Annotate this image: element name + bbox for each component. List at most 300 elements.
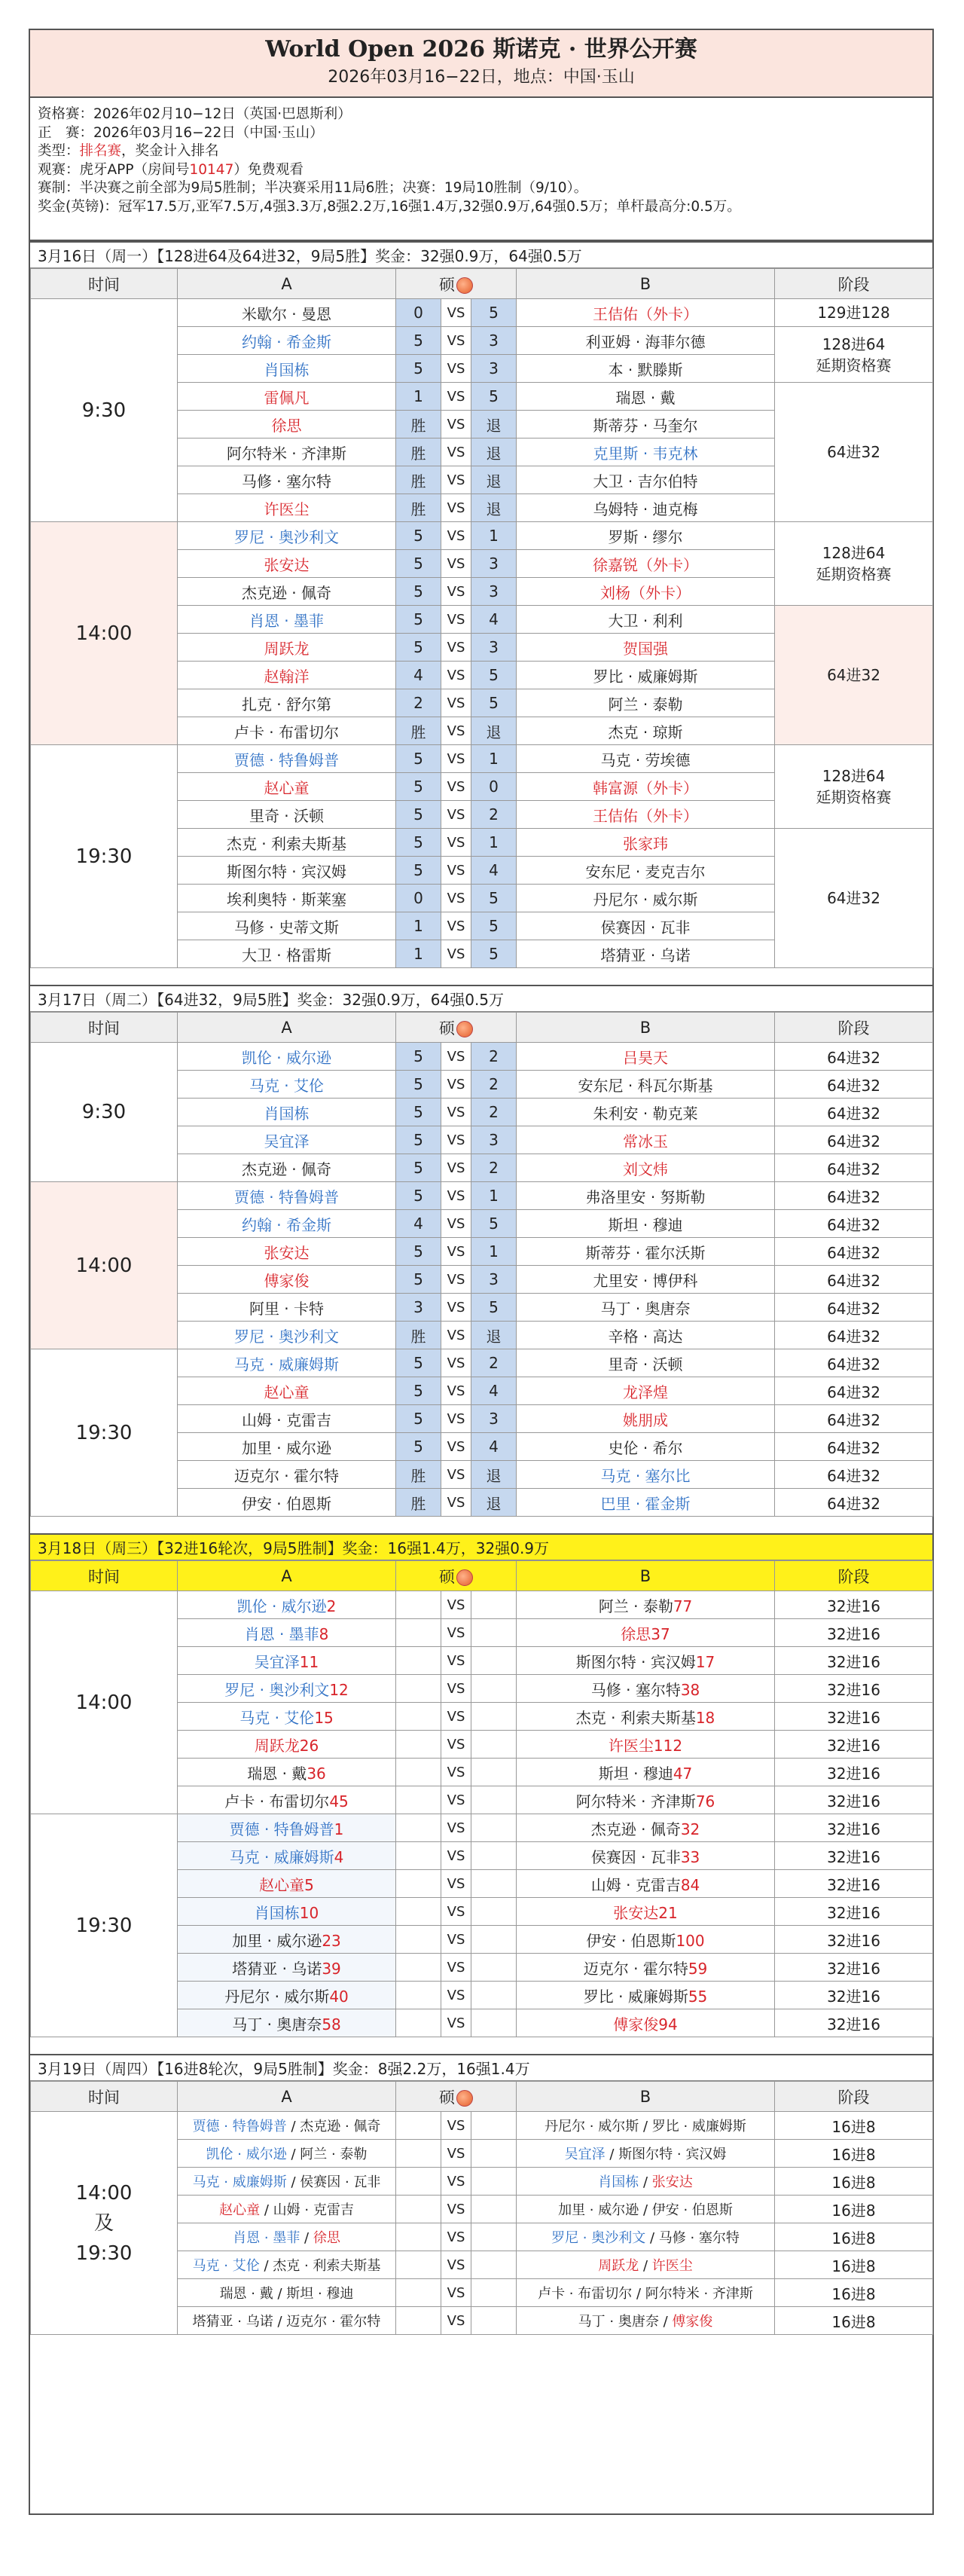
header-a: A xyxy=(178,269,396,299)
pair-sep: / xyxy=(639,2174,652,2190)
stage-label: 64进32 xyxy=(827,443,880,461)
score-b: 5 xyxy=(471,940,517,968)
player-a2: 侯赛因 · 瓦非 xyxy=(300,2174,381,2190)
seed-number: 21 xyxy=(658,1903,678,1922)
header-vs xyxy=(396,1561,517,1591)
score-a xyxy=(396,1814,441,1842)
score-a: 1 xyxy=(396,940,441,968)
schedule-sheet xyxy=(29,29,934,2515)
vs-label: VS xyxy=(441,1238,471,1266)
pair-sep: / xyxy=(632,2286,645,2302)
player-a: 约翰 · 希金斯 xyxy=(178,1210,396,1238)
match-row xyxy=(31,1182,933,1210)
player-a xyxy=(178,1786,396,1814)
vs-label: VS xyxy=(441,2009,471,2037)
player-b: 斯蒂芬 · 马奎尔 xyxy=(517,411,775,439)
player-a: 肖恩 · 墨菲 xyxy=(178,606,396,634)
seed-number: 77 xyxy=(673,1597,693,1615)
player-b: 丹尼尔 · 威尔斯 xyxy=(517,885,775,912)
score-b xyxy=(471,2307,517,2335)
score-b xyxy=(471,2009,517,2037)
vs-label: VS xyxy=(441,745,471,773)
player-a-name: 马克 · 威廉姆斯 xyxy=(229,1847,334,1866)
score-a: 5 xyxy=(396,773,441,801)
info-text: ，奖金计入排名 xyxy=(121,143,219,159)
score-a: 5 xyxy=(396,1126,441,1154)
stage-cell: 32进16 xyxy=(775,1759,933,1786)
pair-sep: / xyxy=(286,2174,300,2190)
section-header: 3月18日（周三）【32进16轮次，9局5胜制】奖金：16强1.4万，32强0.9万 xyxy=(30,1533,932,1560)
seed-number: 59 xyxy=(688,1959,708,1978)
seed-number: 58 xyxy=(322,2015,341,2034)
vs-label: VS xyxy=(441,662,471,689)
player-b1: 罗尼 · 奥沙利文 xyxy=(551,2230,646,2246)
score-a: 5 xyxy=(396,1433,441,1461)
vs-label: VS xyxy=(441,1489,471,1517)
player-a-name: 卢卡 · 布雷切尔 xyxy=(224,1792,330,1811)
player-a xyxy=(178,1675,396,1703)
section-header: 3月16日（周一）【128进64及64进32，9局5胜】奖金：32强0.9万，64强0.5万 xyxy=(30,241,932,268)
seed-number: 8 xyxy=(319,1624,329,1643)
vs-label: VS xyxy=(441,1461,471,1489)
player-a: 米歇尔 · 曼恩 xyxy=(178,299,396,327)
score-b xyxy=(471,1842,517,1870)
pair-sep: / xyxy=(658,2314,673,2330)
score-b xyxy=(471,1926,517,1954)
vs-label: VS xyxy=(441,634,471,662)
player-b: 侯赛因 · 瓦非 xyxy=(517,912,775,940)
player-b-pair xyxy=(517,2307,775,2335)
player-a xyxy=(178,1619,396,1647)
player-b2: 张安达 xyxy=(651,2174,693,2190)
player-b: 斯蒂芬 · 霍尔沃斯 xyxy=(517,1238,775,1266)
stage-cell: 32进16 xyxy=(775,1786,933,1814)
info-text: 半决赛之前全部为9局5胜制；半决赛采用11局6胜；决赛：19局10胜制（9/10）。 xyxy=(79,180,588,196)
score-b xyxy=(471,2196,517,2223)
time-cell: 9:30 xyxy=(31,1043,178,1182)
vs-label: VS xyxy=(441,1266,471,1294)
pair-sep: / xyxy=(639,2258,652,2274)
score-a: 3 xyxy=(396,1294,441,1322)
stage-label: 64进32 xyxy=(827,666,880,684)
stage-cell: 64进32 xyxy=(775,1154,933,1182)
score-b: 退 xyxy=(471,466,517,494)
stage-label: 延期资格赛 xyxy=(816,356,892,374)
stage-cell: 32进16 xyxy=(775,2009,933,2037)
stage-cell: 32进16 xyxy=(775,1954,933,1982)
player-a: 徐思 xyxy=(178,411,396,439)
vs-label: VS xyxy=(441,1954,471,1982)
vs-label: VS xyxy=(441,1043,471,1071)
player-b: 王佶佑（外卡） xyxy=(517,299,775,327)
score-b: 5 xyxy=(471,1294,517,1322)
stage-cell: 32进16 xyxy=(775,1898,933,1926)
score-b: 3 xyxy=(471,1126,517,1154)
vs-label: VS xyxy=(441,1814,471,1842)
player-a: 贾德 · 特鲁姆普 xyxy=(178,1182,396,1210)
stage-cell: 64进32 xyxy=(775,1043,933,1071)
score-a xyxy=(396,1898,441,1926)
score-b: 3 xyxy=(471,1266,517,1294)
player-a1: 马克 · 艾伦 xyxy=(192,2258,260,2274)
vs-label: VS xyxy=(441,1405,471,1433)
player-b-name: 伊安 · 伯恩斯 xyxy=(586,1931,676,1950)
player-b-name: 许医尘 xyxy=(608,1736,654,1755)
score-a: 5 xyxy=(396,1238,441,1266)
score-a xyxy=(396,2307,441,2335)
score-a xyxy=(396,2168,441,2196)
player-a: 斯图尔特 · 宾汉姆 xyxy=(178,857,396,885)
score-b: 退 xyxy=(471,411,517,439)
score-a: 4 xyxy=(396,1210,441,1238)
player-a: 阿里 · 卡特 xyxy=(178,1294,396,1322)
player-a-name: 凯伦 · 威尔逊 xyxy=(236,1597,327,1615)
stage-cell: 16进8 xyxy=(775,2223,933,2251)
player-a: 马克 · 艾伦 xyxy=(178,1071,396,1099)
stage-cell: 64进32 xyxy=(775,1071,933,1099)
header-time: 时间 xyxy=(31,1561,178,1591)
player-a: 雷佩凡 xyxy=(178,383,396,411)
seed-number: 37 xyxy=(651,1624,670,1643)
stage-cell: 32进16 xyxy=(775,1731,933,1759)
player-a-name: 丹尼尔 · 威尔斯 xyxy=(224,1987,330,2006)
seed-number: 55 xyxy=(688,1987,708,2006)
score-b: 退 xyxy=(471,717,517,745)
player-b xyxy=(517,1870,775,1898)
table-header-row xyxy=(31,1561,933,1591)
player-b: 乌姆特 · 迪克梅 xyxy=(517,494,775,522)
player-a: 加里 · 威尔逊 xyxy=(178,1433,396,1461)
vs-label: VS xyxy=(441,1870,471,1898)
info-highlight: 10147 xyxy=(189,161,234,178)
player-b: 阿兰 · 泰勒 xyxy=(517,689,775,717)
time-start: 14:00 xyxy=(75,2181,133,2205)
stage-cell xyxy=(775,829,933,968)
player-b-name: 马修 · 塞尔特 xyxy=(590,1680,681,1699)
pair-sep: / xyxy=(286,2119,300,2134)
player-a xyxy=(178,1842,396,1870)
player-b xyxy=(517,1954,775,1982)
score-b: 4 xyxy=(471,606,517,634)
player-a xyxy=(178,1731,396,1759)
info-line xyxy=(38,198,925,217)
match-row xyxy=(31,2112,933,2140)
score-a: 5 xyxy=(396,578,441,606)
vs-label: VS xyxy=(441,857,471,885)
player-a1: 贾德 · 特鲁姆普 xyxy=(192,2119,287,2134)
info-text: 2026年02月10−12日（英国·巴恩斯利） xyxy=(93,106,352,122)
player-b-pair xyxy=(517,2251,775,2279)
player-a-name: 马克 · 艾伦 xyxy=(239,1708,315,1727)
time-cell: 19:30 xyxy=(31,1814,178,2037)
time-end: 19:30 xyxy=(75,2241,133,2265)
player-a xyxy=(178,1898,396,1926)
page-subtitle: 2026年03月16−22日，地点：中国·玉山 xyxy=(328,68,635,87)
seed-number: 36 xyxy=(307,1764,326,1783)
player-a-pair xyxy=(178,2223,396,2251)
stage-cell: 32进16 xyxy=(775,1647,933,1675)
score-b: 2 xyxy=(471,1349,517,1377)
score-b: 退 xyxy=(471,1322,517,1349)
player-a: 迈克尔 · 霍尔特 xyxy=(178,1461,396,1489)
player-a1: 赵心童 xyxy=(219,2202,261,2218)
vs-label: VS xyxy=(441,1647,471,1675)
player-a2: 迈克尔 · 霍尔特 xyxy=(286,2314,381,2330)
info-text: 2026年03月16−22日（中国·玉山） xyxy=(93,124,324,141)
score-b xyxy=(471,1619,517,1647)
player-b xyxy=(517,1814,775,1842)
header-time: 时间 xyxy=(31,269,178,299)
table-header-row xyxy=(31,269,933,299)
score-a xyxy=(396,1703,441,1731)
vs-label: VS xyxy=(441,2168,471,2196)
player-a-name: 吴宜泽 xyxy=(254,1652,300,1671)
header-vs-label: 硕 xyxy=(439,1019,455,1037)
seed-number: 10 xyxy=(299,1903,319,1922)
score-a: 5 xyxy=(396,522,441,550)
header-vs xyxy=(396,2082,517,2112)
seed-number: 1 xyxy=(334,1820,344,1838)
score-b xyxy=(471,1786,517,1814)
score-a xyxy=(396,2009,441,2037)
pair-sep: / xyxy=(273,2286,287,2302)
peach-icon xyxy=(456,1569,473,1586)
score-b xyxy=(471,1703,517,1731)
score-a: 5 xyxy=(396,355,441,383)
header-stage: 阶段 xyxy=(775,1013,933,1043)
stage-cell: 32进16 xyxy=(775,1982,933,2009)
match-row xyxy=(31,1591,933,1619)
stage-cell: 32进16 xyxy=(775,1926,933,1954)
score-b: 2 xyxy=(471,1043,517,1071)
player-b1: 马丁 · 奥唐奈 xyxy=(578,2314,659,2330)
player-b: 韩富源（外卡） xyxy=(517,773,775,801)
score-b xyxy=(471,1759,517,1786)
stage-cell: 64进32 xyxy=(775,1210,933,1238)
stage-cell: 64进32 xyxy=(775,1377,933,1405)
header-b: B xyxy=(517,1013,775,1043)
player-b xyxy=(517,1675,775,1703)
score-b: 退 xyxy=(471,439,517,466)
vs-label: VS xyxy=(441,689,471,717)
player-a-pair xyxy=(178,2279,396,2307)
day4-section xyxy=(30,2054,932,2335)
player-b: 常冰玉 xyxy=(517,1126,775,1154)
vs-label: VS xyxy=(441,299,471,327)
stage-cell: 32进16 xyxy=(775,1842,933,1870)
vs-label: VS xyxy=(441,1377,471,1405)
player-a: 贾德 · 特鲁姆普 xyxy=(178,745,396,773)
stage-cell: 64进32 xyxy=(775,1433,933,1461)
player-b-name: 徐思 xyxy=(621,1624,651,1643)
player-b2: 马修 · 塞尔特 xyxy=(658,2230,740,2246)
player-b: 史伦 · 希尔 xyxy=(517,1433,775,1461)
player-a: 马克 · 威廉姆斯 xyxy=(178,1349,396,1377)
info-text: 冠军17.5万,亚军7.5万,4强3.3万,8强2.2万,16强1.4万,32强0.9万,64强0.5万；单杆最高分:0.5万。 xyxy=(117,198,741,215)
player-b: 王佶佑（外卡） xyxy=(517,801,775,829)
header-vs-label: 硕 xyxy=(439,2088,455,2107)
player-a xyxy=(178,1759,396,1786)
score-b: 1 xyxy=(471,745,517,773)
vs-label: VS xyxy=(441,1982,471,2009)
score-a: 1 xyxy=(396,383,441,411)
player-b: 马克 · 塞尔比 xyxy=(517,1461,775,1489)
score-a: 胜 xyxy=(396,439,441,466)
player-b: 罗比 · 威廉姆斯 xyxy=(517,662,775,689)
player-a-pair xyxy=(178,2196,396,2223)
player-a2: 徐思 xyxy=(313,2230,340,2246)
score-a: 胜 xyxy=(396,1461,441,1489)
score-a: 5 xyxy=(396,1266,441,1294)
player-b xyxy=(517,1926,775,1954)
player-b: 安东尼 · 科瓦尔斯基 xyxy=(517,1071,775,1099)
player-b2: 许医尘 xyxy=(651,2258,693,2274)
seed-number: 94 xyxy=(658,2015,678,2034)
vs-label: VS xyxy=(441,1126,471,1154)
score-b xyxy=(471,1675,517,1703)
player-a: 张安达 xyxy=(178,1238,396,1266)
score-a xyxy=(396,1954,441,1982)
player-b xyxy=(517,1842,775,1870)
vs-label: VS xyxy=(441,550,471,578)
stage-cell: 64进32 xyxy=(775,1126,933,1154)
player-a2: 山姆 · 克雷吉 xyxy=(273,2202,354,2218)
stage-label: 128进64 xyxy=(822,544,886,562)
player-b-name: 杰克逊 · 佩奇 xyxy=(590,1820,681,1838)
player-b: 龙泽煌 xyxy=(517,1377,775,1405)
score-a: 1 xyxy=(396,912,441,940)
score-b: 退 xyxy=(471,1489,517,1517)
score-b xyxy=(471,2112,517,2140)
player-a: 周跃龙 xyxy=(178,634,396,662)
header-vs-label: 硕 xyxy=(439,1567,455,1586)
player-a: 埃利奥特 · 斯莱塞 xyxy=(178,885,396,912)
player-a-pair xyxy=(178,2168,396,2196)
score-b: 4 xyxy=(471,1377,517,1405)
player-a-pair xyxy=(178,2251,396,2279)
stage-cell: 64进32 xyxy=(775,1238,933,1266)
seed-number: 11 xyxy=(299,1652,319,1671)
score-b xyxy=(471,1982,517,2009)
score-a: 5 xyxy=(396,327,441,355)
player-a2: 杰克逊 · 佩奇 xyxy=(300,2119,381,2134)
player-a: 赵心童 xyxy=(178,773,396,801)
player-a: 伊安 · 伯恩斯 xyxy=(178,1489,396,1517)
player-b2: 傅家俊 xyxy=(672,2314,713,2330)
vs-label: VS xyxy=(441,1842,471,1870)
stage-cell xyxy=(775,299,933,327)
player-b-pair xyxy=(517,2168,775,2196)
score-a: 胜 xyxy=(396,494,441,522)
player-a-name: 瑞恩 · 戴 xyxy=(247,1764,307,1783)
stage-label: 129进128 xyxy=(817,304,890,322)
player-b-name: 斯图尔特 · 宾汉姆 xyxy=(575,1652,696,1671)
seed-number: 12 xyxy=(329,1680,349,1699)
score-b: 1 xyxy=(471,1182,517,1210)
player-a-name: 周跃龙 xyxy=(254,1736,300,1755)
player-b-pair xyxy=(517,2112,775,2140)
seed-number: 100 xyxy=(676,1931,705,1950)
info-label: 奖金(英镑)： xyxy=(38,198,118,215)
header-time: 时间 xyxy=(31,2082,178,2112)
seed-number: 33 xyxy=(680,1847,700,1866)
page-title: World Open 2026 斯诺克 · 世界公开赛 xyxy=(265,36,697,63)
score-b: 2 xyxy=(471,801,517,829)
info-text: ）免费观看 xyxy=(233,161,304,178)
stage-cell: 16进8 xyxy=(775,2251,933,2279)
vs-label: VS xyxy=(441,411,471,439)
seed-number: 76 xyxy=(695,1792,715,1811)
vs-label: VS xyxy=(441,1786,471,1814)
score-a xyxy=(396,2140,441,2168)
score-b xyxy=(471,2279,517,2307)
vs-label: VS xyxy=(441,801,471,829)
day1-section xyxy=(30,241,932,968)
player-a2: 杰克 · 利索夫斯基 xyxy=(273,2258,381,2274)
peach-icon xyxy=(456,1021,473,1037)
player-a xyxy=(178,1982,396,2009)
score-b: 3 xyxy=(471,1405,517,1433)
player-b: 巴里 · 霍金斯 xyxy=(517,1489,775,1517)
score-a xyxy=(396,1591,441,1619)
header-b: B xyxy=(517,1561,775,1591)
score-a xyxy=(396,1786,441,1814)
player-b: 罗斯 · 缪尔 xyxy=(517,522,775,550)
player-b-name: 张安达 xyxy=(613,1903,659,1922)
player-a: 肖国栋 xyxy=(178,355,396,383)
section-header: 3月19日（周四）【16进8轮次，9局5胜制】奖金：8强2.2万，16强1.4万 xyxy=(30,2054,932,2081)
player-b1: 丹尼尔 · 威尔斯 xyxy=(545,2119,639,2134)
seed-number: 32 xyxy=(680,1820,700,1838)
score-a xyxy=(396,2196,441,2223)
stage-label: 64进32 xyxy=(827,889,880,907)
match-row xyxy=(31,1814,933,1842)
match-row xyxy=(31,1349,933,1377)
vs-label: VS xyxy=(441,1675,471,1703)
player-a: 阿尔特米 · 齐津斯 xyxy=(178,439,396,466)
score-a: 5 xyxy=(396,1071,441,1099)
score-a: 5 xyxy=(396,857,441,885)
seed-number: 39 xyxy=(322,1959,341,1978)
player-a: 约翰 · 希金斯 xyxy=(178,327,396,355)
info-label: 资格赛： xyxy=(38,106,94,122)
player-a xyxy=(178,1814,396,1842)
player-b: 塔猜亚 · 乌诺 xyxy=(517,940,775,968)
player-a: 山姆 · 克雷吉 xyxy=(178,1405,396,1433)
info-label: 正 赛： xyxy=(38,124,94,141)
score-a: 5 xyxy=(396,634,441,662)
score-a xyxy=(396,1759,441,1786)
player-b1: 卢卡 · 布雷切尔 xyxy=(538,2286,633,2302)
vs-label: VS xyxy=(441,383,471,411)
time-cell: 19:30 xyxy=(31,745,178,968)
player-a1: 塔猜亚 · 乌诺 xyxy=(192,2314,273,2330)
header-stage: 阶段 xyxy=(775,2082,933,2112)
stage-cell xyxy=(775,383,933,522)
vs-label: VS xyxy=(441,1071,471,1099)
vs-label: VS xyxy=(441,1322,471,1349)
score-b: 4 xyxy=(471,1433,517,1461)
player-b: 马丁 · 奥唐奈 xyxy=(517,1294,775,1322)
score-a xyxy=(396,2251,441,2279)
player-b xyxy=(517,1647,775,1675)
pair-sep: / xyxy=(259,2258,273,2274)
header-vs-label: 硕 xyxy=(439,275,455,294)
vs-label: VS xyxy=(441,912,471,940)
player-b-name: 迈克尔 · 霍尔特 xyxy=(583,1959,688,1978)
pair-sep: / xyxy=(639,2202,652,2218)
stage-cell: 16进8 xyxy=(775,2112,933,2140)
